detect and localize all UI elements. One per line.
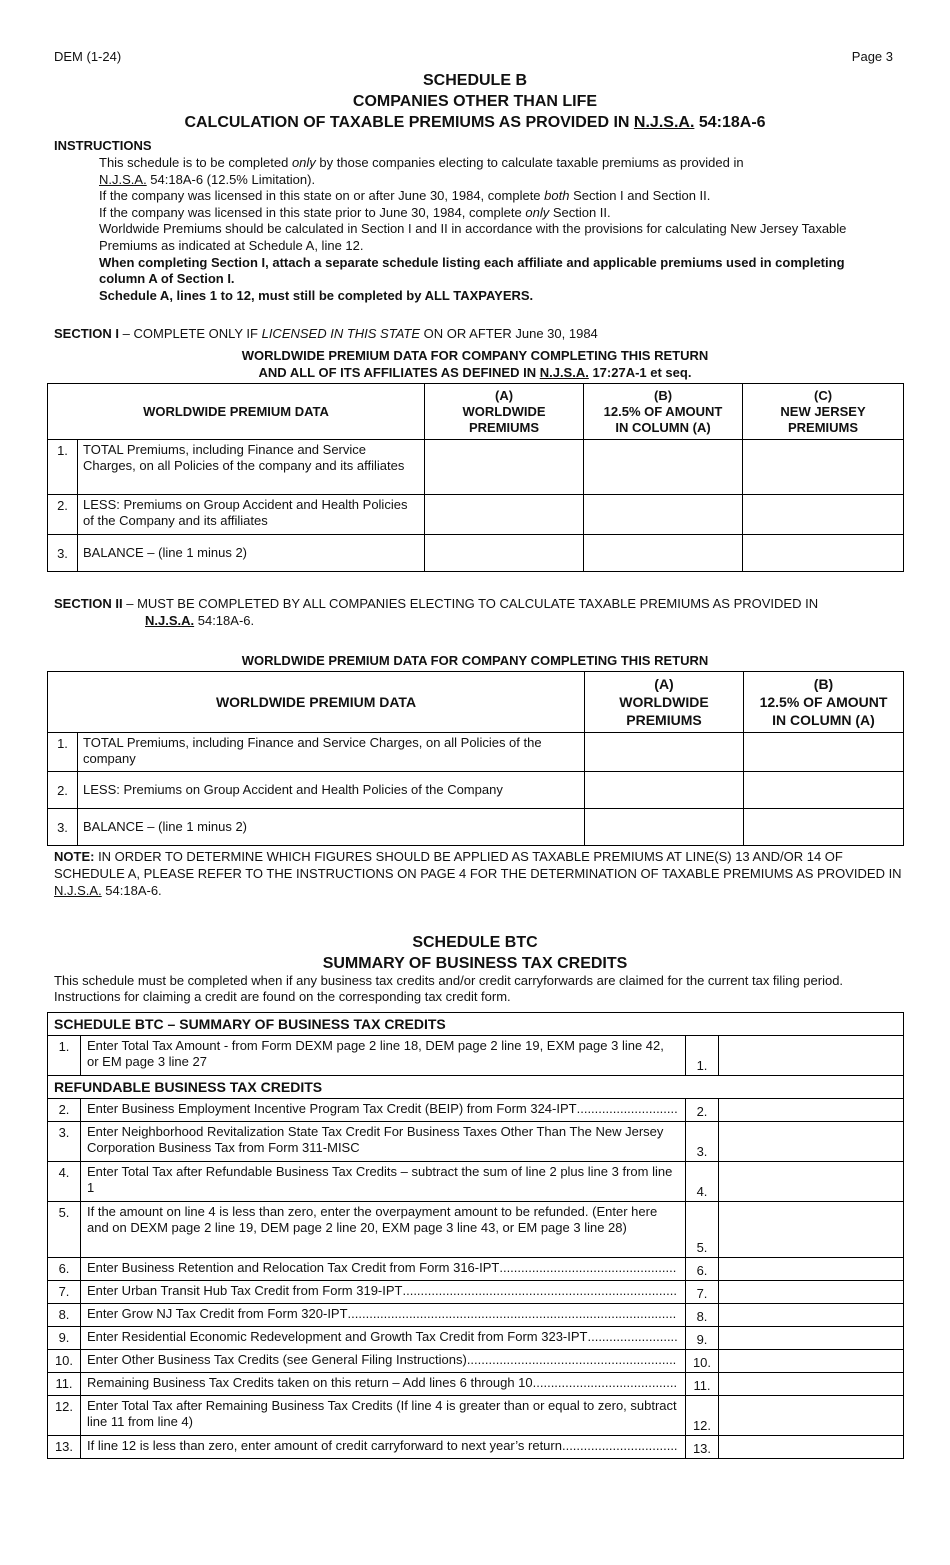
table-row [48, 1258, 904, 1281]
btc-line-12-ref: 12. [686, 1396, 719, 1436]
s1-col-data-header: WORLDWIDE PREMIUM DATA [48, 384, 425, 440]
section-2-heading [54, 595, 894, 629]
btc-line-12-label: Enter Total Tax after Remaining Business Tax Credits (If line 4 is greater than or equal to zero, subtract line 11 from line 4) [87, 1398, 677, 1429]
btc-table [47, 1012, 904, 1459]
btc-line-6-input[interactable] [719, 1258, 904, 1281]
section-2-statute-line [54, 613, 254, 628]
btc-line-2-input[interactable] [719, 1099, 904, 1122]
instr-1a: This schedule is to be completed [99, 155, 292, 170]
btc-line-7-text [81, 1281, 686, 1304]
table-row [48, 1036, 904, 1076]
table-row [48, 1373, 904, 1396]
btc-table-header: SCHEDULE BTC – SUMMARY OF BUSINESS TAX CREDITS [48, 1013, 904, 1036]
section-2-dash: – [122, 596, 138, 611]
btc-line-6-ref: 6. [686, 1258, 719, 1281]
instruction-2 [99, 188, 889, 205]
btc-line-8-text [81, 1304, 686, 1327]
btc-line-5-label: If the amount on line 4 is less than zero, enter the overpayment amount to be refunded. (Enter here and on DEXM page 2 line 19, DEM page 2 line 20, EXM page 3 line 43, or EM page 3 line 28) [87, 1204, 658, 1235]
btc-line-4-text [81, 1162, 686, 1202]
s2-col-b3: IN COLUMN (A) [772, 712, 875, 728]
btc-line-11-ref: 11. [686, 1373, 719, 1396]
btc-line-12-num: 12. [48, 1396, 81, 1436]
s1-col-c2: NEW JERSEY [780, 403, 866, 419]
s1-col-a3: PREMIUMS [468, 419, 540, 435]
btc-line-5-input[interactable] [719, 1202, 904, 1258]
btc-line-8-label: Enter Grow NJ Tax Credit from Form 320-IPT [87, 1306, 348, 1321]
s1-col-a1: (A) [494, 387, 514, 403]
btc-line-11-text [81, 1373, 686, 1396]
btc-line-6-num: 6. [48, 1258, 81, 1281]
btc-line-1-text [81, 1036, 686, 1076]
btc-line-6-text [81, 1258, 686, 1281]
btc-line-13-input[interactable] [719, 1436, 904, 1459]
btc-line-11-input[interactable] [719, 1373, 904, 1396]
s2-col-b1: (B) [813, 676, 834, 692]
section-1-table [47, 383, 904, 572]
s2-col-b2: 12.5% OF AMOUNT [759, 694, 888, 710]
instr-3a: If the company was licensed in this state prior to June 30, 1984, complete [99, 204, 526, 220]
instr-1c: by those companies electing to calculate taxable premiums as provided in [315, 155, 744, 170]
instr-1e: 54:18A-6 (12.5% Limitation). [146, 171, 316, 187]
note-block [54, 848, 904, 899]
btc-line-1-input[interactable] [719, 1036, 904, 1076]
s2-row-1-col-a-input[interactable] [585, 733, 744, 772]
instr-1d: N.J.S.A. [99, 171, 147, 187]
btc-line-2-num: 2. [48, 1099, 81, 1122]
s2-row-1-col-b-input[interactable] [744, 733, 904, 772]
btc-line-9-text [81, 1327, 686, 1350]
btc-line-13-label: If line 12 is less than zero, enter amount of credit carryforward to next year’s return [87, 1438, 562, 1453]
instr-2c: Section I and Section II. [569, 188, 711, 204]
btc-intro: This schedule must be completed when if any business tax credits and/or credit carryforwards are claimed for the current tax filing period. Instructions for claiming a credit are found on the corresponding tax credit form. [54, 973, 844, 1004]
btc-line-4-label: Enter Total Tax after Refundable Business Tax Credits – subtract the sum of line 2 plus line 3 from line 1 [87, 1164, 673, 1195]
btc-line-2-label: Enter Business Employment Incentive Program Tax Credit (BEIP) from Form 324-IPT [87, 1101, 577, 1116]
s1-col-c3: PREMIUMS [787, 419, 859, 435]
s1-col-b3: IN COLUMN (A) [615, 419, 711, 435]
btc-line-12-text [81, 1396, 686, 1436]
table-row [48, 1436, 904, 1459]
btc-line-7-label: Enter Urban Transit Hub Tax Credit from Form 319-IPT [87, 1283, 403, 1298]
s1-row-1-col-a-input[interactable] [425, 440, 584, 495]
note-statute: N.J.S.A. [54, 883, 102, 898]
instruction-3 [99, 205, 889, 222]
s1-row-2-col-b-input[interactable] [584, 495, 743, 535]
table-row [48, 1122, 904, 1162]
instructions-block [99, 155, 889, 304]
btc-line-13-text [81, 1436, 686, 1459]
section-2-caption: WORLDWIDE PREMIUM DATA FOR COMPANY COMPLETING THIS RETURN [241, 653, 709, 668]
btc-line-6-label: Enter Business Retention and Relocation Tax Credit from Form 316-IPT [87, 1260, 500, 1275]
section-2-statute-suffix: 54:18A-6. [194, 613, 255, 628]
calc-statute: N.J.S.A. [633, 114, 695, 131]
s2-col-a-header [585, 672, 744, 733]
s1-row-3-num: 3. [48, 535, 78, 572]
section-1-text-b: LICENSED IN THIS STATE [261, 326, 421, 341]
s1-row-3-col-b-input[interactable] [584, 535, 743, 572]
btc-line-10-ref: 10. [686, 1350, 719, 1373]
btc-line-1-ref: 1. [686, 1036, 719, 1076]
btc-line-9-label: Enter Residential Economic Redevelopment and Growth Tax Credit from Form 323-IPT [87, 1329, 588, 1344]
form-id: DEM (1-24) [54, 49, 122, 64]
btc-line-7-num: 7. [48, 1281, 81, 1304]
s2-row-3-text: BALANCE – (line 1 minus 2) [78, 809, 585, 846]
table-row [48, 1162, 904, 1202]
btc-line-3-text [81, 1122, 686, 1162]
s2-row-2-num: 2. [48, 772, 78, 809]
s1-row-1-text: TOTAL Premiums, including Finance and Service Charges, on all Policies of the company and its affiliates [78, 440, 425, 495]
btc-line-7-input[interactable] [719, 1281, 904, 1304]
note-label: NOTE: [54, 849, 95, 864]
table-row [48, 535, 904, 572]
s2-col-a3: PREMIUMS [626, 712, 702, 728]
instr-2b: both [544, 188, 570, 204]
btc-line-5-num: 5. [48, 1202, 81, 1258]
section-2-statute: N.J.S.A. [145, 613, 195, 628]
btc-line-8-input[interactable] [719, 1304, 904, 1327]
btc-refundable-header: REFUNDABLE BUSINESS TAX CREDITS [48, 1076, 904, 1099]
s1-col-c-header [743, 384, 904, 440]
s2-row-2-col-b-input[interactable] [744, 772, 904, 809]
btc-line-5-ref: 5. [686, 1202, 719, 1258]
page-number: Page 3 [851, 49, 893, 64]
section-1-dash: – [119, 326, 134, 341]
btc-line-8-num: 8. [48, 1304, 81, 1327]
s2-col-data-header: WORLDWIDE PREMIUM DATA [48, 672, 585, 733]
section-1-caption-1: WORLDWIDE PREMIUM DATA FOR COMPANY COMPLETING THIS RETURN [241, 348, 709, 363]
calc-prefix: CALCULATION OF TAXABLE PREMIUMS AS PROVIDED IN [184, 114, 634, 131]
btc-line-5-text [81, 1202, 686, 1258]
table-row [48, 772, 904, 809]
btc-line-10-input[interactable] [719, 1350, 904, 1373]
table-row [48, 440, 904, 495]
s2-col-a2: WORLDWIDE [619, 694, 709, 710]
btc-line-3-ref: 3. [686, 1122, 719, 1162]
s1-col-b-header [584, 384, 743, 440]
btc-line-1-num: 1. [48, 1036, 81, 1076]
table-row [48, 1396, 904, 1436]
instr-3c: Section II. [549, 204, 611, 220]
btc-line-4-ref: 4. [686, 1162, 719, 1202]
btc-line-3-label: Enter Neighborhood Revitalization State Tax Credit For Business Taxes Other Than The New Jersey Corporation Business Tax from Form 311-MISC [87, 1124, 664, 1155]
table-row [48, 809, 904, 846]
btc-line-9-input[interactable] [719, 1327, 904, 1350]
s1-row-1-col-c-input[interactable] [743, 440, 904, 495]
section-1-text-a: COMPLETE ONLY IF [133, 326, 262, 341]
btc-line-1-label: Enter Total Tax Amount - from Form DEXM page 2 line 18, DEM page 2 line 19, EXM page 3 line 42, or EM page 3 line 27 [87, 1038, 664, 1069]
s2-row-1-text: TOTAL Premiums, including Finance and Service Charges, on all Policies of the company [78, 733, 585, 772]
btc-line-2-ref: 2. [686, 1099, 719, 1122]
s1-row-3-text: BALANCE – (line 1 minus 2) [78, 535, 425, 572]
btc-line-9-ref: 9. [686, 1327, 719, 1350]
section-1-label: SECTION I [54, 326, 120, 341]
btc-line-3-num: 3. [48, 1122, 81, 1162]
s1-row-2-col-c-input[interactable] [743, 495, 904, 535]
btc-line-4-num: 4. [48, 1162, 81, 1202]
s2-row-1-num: 1. [48, 733, 78, 772]
instr-3b: only [525, 204, 550, 220]
section-1-text-c: ON OR AFTER June 30, 1984 [420, 326, 598, 341]
btc-line-3-input[interactable] [719, 1122, 904, 1162]
s2-col-a1: (A) [654, 676, 674, 692]
s2-row-2-col-a-input[interactable] [585, 772, 744, 809]
btc-title: SCHEDULE BTC [412, 934, 538, 951]
instr-2a: If the company was licensed in this state on or after June 30, 1984, complete [99, 188, 545, 204]
schedule-b-calc-title [0, 114, 950, 132]
btc-line-11-num: 11. [48, 1373, 81, 1396]
instruction-6: Schedule A, lines 1 to 12, must still be completed by ALL TAXPAYERS. [99, 287, 534, 303]
btc-line-13-num: 13. [48, 1436, 81, 1459]
s2-row-2-text: LESS: Premiums on Group Accident and Health Policies of the Company [78, 772, 585, 809]
btc-line-10-label: Enter Other Business Tax Credits (see General Filing Instructions) [87, 1352, 467, 1367]
btc-subtitle: SUMMARY OF BUSINESS TAX CREDITS [322, 955, 628, 972]
table-row [48, 1304, 904, 1327]
table-row [48, 1099, 904, 1122]
s1-row-1-num: 1. [48, 440, 78, 495]
table-row [48, 1327, 904, 1350]
section-2-text: MUST BE COMPLETED BY ALL COMPANIES ELECTING TO CALCULATE TAXABLE PREMIUMS AS PROVIDED IN [137, 596, 819, 611]
s1-row-2-text: LESS: Premiums on Group Accident and Health Policies of the Company and its affiliates [78, 495, 425, 535]
s1-row-3-col-a-input[interactable] [425, 535, 584, 572]
s1-row-2-col-a-input[interactable] [425, 495, 584, 535]
btc-line-12-input[interactable] [719, 1396, 904, 1436]
btc-line-9-num: 9. [48, 1327, 81, 1350]
section-2-label: SECTION II [54, 596, 123, 611]
caption-2a: AND ALL OF ITS AFFILIATES AS DEFINED IN [258, 365, 540, 380]
s2-col-b-header [744, 672, 904, 733]
s1-row-3-col-c-input[interactable] [743, 535, 904, 572]
note-suffix: 54:18A-6. [101, 883, 162, 898]
table-row [48, 733, 904, 772]
instruction-1 [99, 155, 889, 188]
instr-1b: only [291, 155, 316, 170]
s1-col-a2: WORLDWIDE [462, 403, 546, 419]
table-row [48, 1350, 904, 1373]
btc-line-10-text [81, 1350, 686, 1373]
btc-line-7-ref: 7. [686, 1281, 719, 1304]
caption-2b: N.J.S.A. [539, 365, 589, 380]
btc-line-10-num: 10. [48, 1350, 81, 1373]
instructions-heading: INSTRUCTIONS [54, 138, 152, 153]
s1-row-1-col-b-input[interactable] [584, 440, 743, 495]
calc-suffix: 54:18A-6 [694, 114, 766, 131]
btc-line-8-ref: 8. [686, 1304, 719, 1327]
btc-line-2-text [81, 1099, 686, 1122]
section-1-caption-2 [0, 364, 950, 381]
section-2-table [47, 671, 904, 846]
s1-col-b1: (B) [653, 387, 673, 403]
s2-row-3-col-b-input[interactable] [744, 809, 904, 846]
instruction-5: When completing Section I, attach a separate schedule listing each affiliate and applicable premiums used in completing column A of Section I. [99, 254, 845, 287]
s1-row-2-num: 2. [48, 495, 78, 535]
schedule-b-title: SCHEDULE B [422, 72, 527, 89]
table-row [48, 495, 904, 535]
s2-row-3-col-a-input[interactable] [585, 809, 744, 846]
s1-col-b2: 12.5% OF AMOUNT [603, 403, 723, 419]
section-1-heading [54, 325, 598, 342]
s1-col-a-header [425, 384, 584, 440]
s2-row-3-num: 3. [48, 809, 78, 846]
btc-line-4-input[interactable] [719, 1162, 904, 1202]
btc-line-11-label: Remaining Business Tax Credits taken on this return – Add lines 6 through 10 [87, 1375, 533, 1390]
s1-col-c1: (C) [813, 387, 833, 403]
note-text: IN ORDER TO DETERMINE WHICH FIGURES SHOULD BE APPLIED AS TAXABLE PREMIUMS AT LINE(S) 13 AND/OR 14 OF SCHEDULE A, PLEASE REFER TO THE INSTRUCTIONS ON PAGE 4 FOR THE DETERMINATION OF TAXABLE PREMIUMS AS PROVIDED IN [54, 849, 902, 881]
table-row [48, 1281, 904, 1304]
caption-2c: 17:27A-1 et seq. [588, 365, 692, 380]
schedule-b-subtitle: COMPANIES OTHER THAN LIFE [352, 93, 598, 110]
btc-line-13-ref: 13. [686, 1436, 719, 1459]
table-row [48, 1202, 904, 1258]
instruction-4: Worldwide Premiums should be calculated in Section I and II in accordance with the provisions for calculating New Jersey Taxable Premiums as indicated at Schedule A, line 12. [99, 221, 847, 253]
